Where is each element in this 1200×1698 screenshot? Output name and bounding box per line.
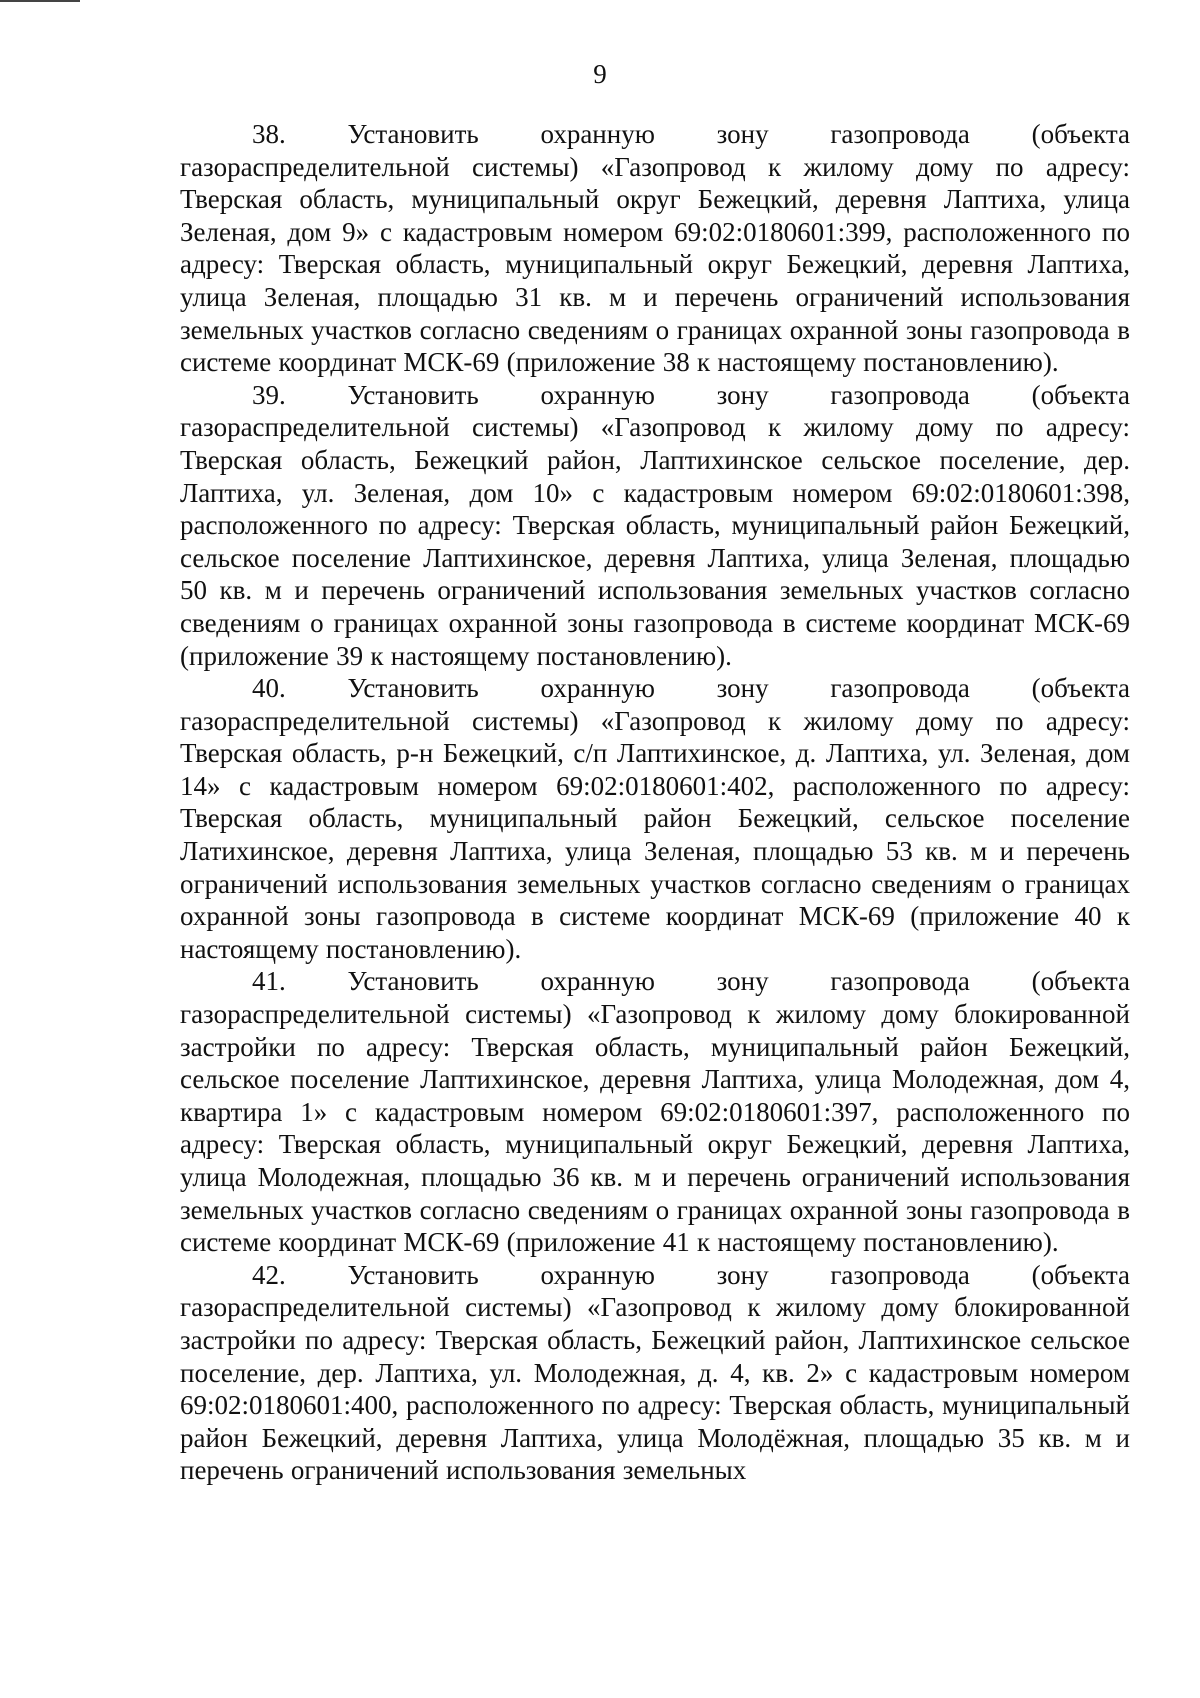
paragraph-38: 38. Установить охранную зону газопровода (объекта газораспределительной системы) «Газопровод к жилому дому по адресу: Тверская область, муниципальный округ Бежецкий, деревня Лаптиха, улица Зеленая, дом 9» с кадастровым номером 69:02:0180601:399, расположенного по адресу: Тверская область, муниципальный округ Бежецкий, деревня Лаптиха, улица Зеленая, площадью 31 кв. м и перечень ограничений использования земельных участков согласно сведениям о границах охранной зоны газопровода в системе координат МСК-69 (приложение 38 к настоящему постановлению). xyxy=(180,119,1130,378)
document-body xyxy=(180,118,1130,1487)
scan-edge-mark xyxy=(0,0,80,2)
paragraph-41: 41. Установить охранную зону газопровода (объекта газораспределительной системы) «Газопровод к жилому дому блокированной застройки по адресу: Тверская область, муниципальный район Бежецкий, сельское поселение Лаптихинское, деревня Лаптиха, улица Молодежная, дом 4, квартира 1» с кадастровым номером 69:02:0180601:397, расположенного по адресу: Тверская область, муниципальный округ Бежецкий, деревня Лаптиха, улица Молодежная, площадью 36 кв. м и перечень ограничений использования земельных участков согласно сведениям о границах охранной зоны газопровода в системе координат МСК-69 (приложение 41 к настоящему постановлению). xyxy=(180,966,1130,1258)
paragraph-42: 42. Установить охранную зону газопровода (объекта газораспределительной системы) «Газопровод к жилому дому блокированной застройки по адресу: Тверская область, Бежецкий район, Лаптихинское сельское поселение, дер. Лаптиха, ул. Молодежная, д. 4, кв. 2» с кадастровым номером 69:02:0180601:400, расположенного по адресу: Тверская область, муниципальный район Бежецкий, деревня Лаптиха, улица Молодёжная, площадью 35 кв. м и перечень ограничений использования земельных xyxy=(180,1259,1130,1486)
paragraph-39: 39. Установить охранную зону газопровода (объекта газораспределительной системы) «Газопровод к жилому дому по адресу: Тверская область, Бежецкий район, Лаптихинское сельское поселение, дер. Лаптиха, ул. Зеленая, дом 10» с кадастровым номером 69:02:0180601:398, расположенного по адресу: Тверская область, муниципальный район Бежецкий, сельское поселение Лаптихинское, деревня Лаптиха, улица Зеленая, площадью 50 кв. м и перечень ограничений использования земельных участков согласно сведениям о границах охранной зоны газопровода в системе координат МСК-69 (приложение 39 к настоящему постановлению). xyxy=(180,379,1130,671)
page-number: 9 xyxy=(593,59,607,89)
paragraph-40: 40. Установить охранную зону газопровода (объекта газораспределительной системы) «Газопровод к жилому дому по адресу: Тверская область, р-н Бежецкий, с/п Лаптихинское, д. Лаптиха, ул. Зеленая, дом 14» с кадастровым номером 69:02:0180601:402, расположенного по адресу: Тверская область, муниципальный район Бежецкий, сельское поселение Латихинское, деревня Лаптиха, улица Зеленая, площадью 53 кв. м и перечень ограничений использования земельных участков согласно сведениям о границах охранной зоны газопровода в системе координат МСК-69 (приложение 40 к настоящему постановлению). xyxy=(180,673,1130,964)
